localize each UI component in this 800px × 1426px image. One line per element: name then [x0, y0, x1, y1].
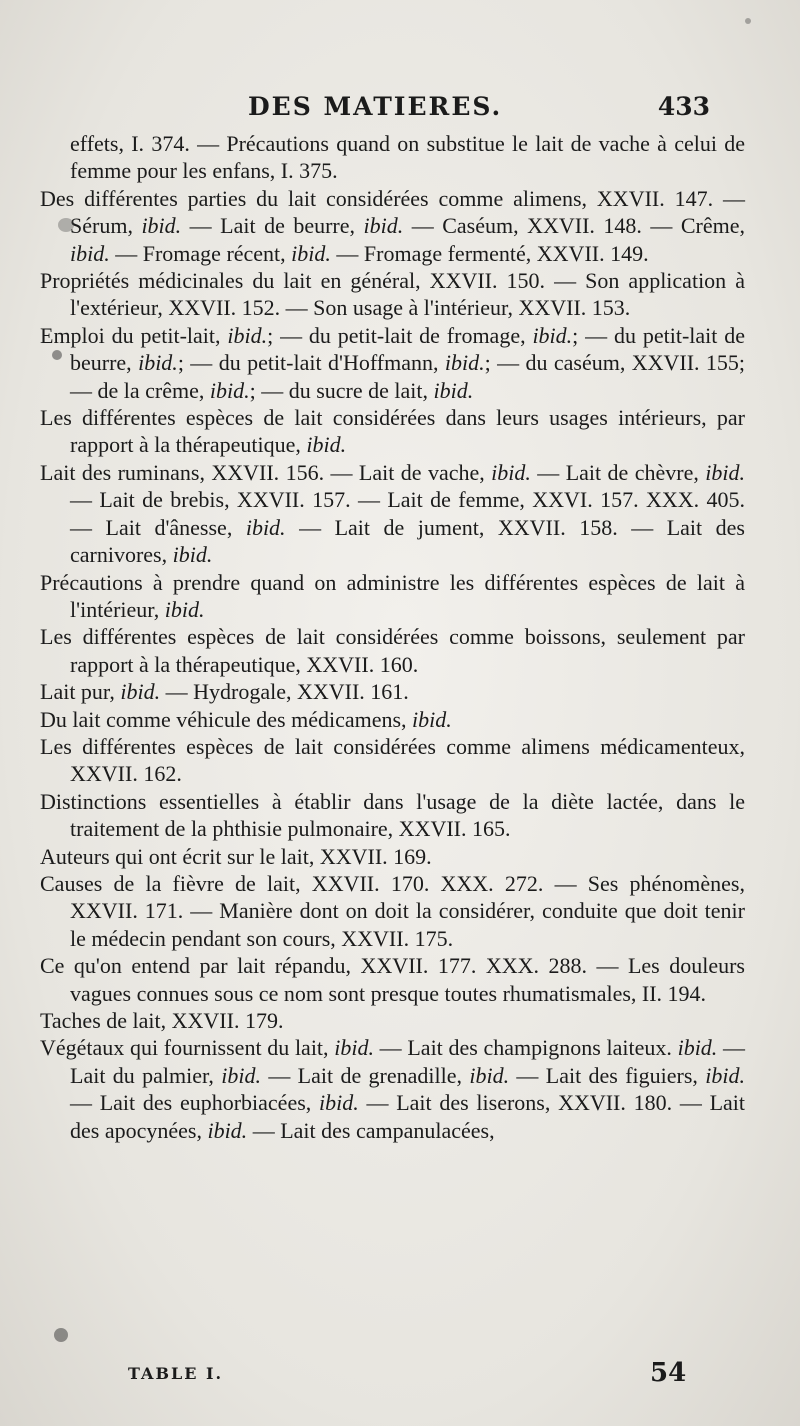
ibid-reference: ibid. — [444, 350, 485, 376]
ibid-reference: ibid. — [705, 459, 746, 485]
index-entry: Lait pur, ibid. — Hydrogale, XXVII. 161. — [40, 679, 409, 705]
index-entry: Ce qu'on entend par lait répandu, XXVII. 177. XXX. 288. — Les douleurs vagues connues sous ce nom sont presque toutes rhumatismales, II. 194. — [40, 953, 745, 1006]
page-footer — [0, 1358, 800, 1388]
page-header — [0, 92, 800, 126]
ibid-reference: ibid. — [469, 1062, 510, 1088]
index-entry: Causes de la fièvre de lait, XXVII. 170. XXX. 272. — Ses phénomènes, XXVII. 171. — Manière dont on doit la considérer, conduite que doit tenir le médecin pendant son cours, XXVII. 175. — [40, 870, 745, 951]
ibid-reference: ibid. — [70, 240, 110, 266]
index-entry: Taches de lait, XXVII. 179. — [40, 1008, 284, 1033]
index-entry: Emploi du petit-lait, ibid.; — du petit-lait de fromage, ibid.; — du petit-lait de beurre, ibid.; — du petit-lait d'Hoffmann, ibid.; — du caséum, XXVII. 155; — de la crême, ibid.; — du sucre de lait, ibid. — [40, 322, 746, 403]
ibid-reference: ibid. — [141, 213, 182, 239]
ibid-reference: ibid. — [138, 350, 178, 376]
index-entries — [40, 130, 745, 1144]
ibid-reference: ibid. — [433, 377, 474, 403]
ibid-reference: ibid. — [306, 432, 347, 458]
index-entry: Lait des ruminans, XXVII. 156. — Lait de vache, ibid. — Lait de chèvre, ibid. — Lait de brebis, XXVII. 157. — Lait de femme, XXVI. 157. XXX. 405. — Lait d'ânesse, ibid. — Lait de jument, XXVII. 158. — Lait des carnivores, ibid. — [40, 459, 746, 568]
index-entry: Du lait comme véhicule des médicamens, ibid. — [40, 706, 452, 732]
ibid-reference: ibid. — [221, 1062, 261, 1088]
ibid-reference: ibid. — [209, 377, 250, 403]
ibid-reference: ibid. — [164, 596, 205, 622]
ibid-reference: ibid. — [319, 1090, 359, 1116]
ibid-reference: ibid. — [245, 514, 286, 540]
ibid-reference: ibid. — [363, 213, 404, 239]
index-entry: Les différentes espèces de lait considérées comme alimens médicamenteux, XXVII. 162. — [40, 733, 745, 787]
ibid-reference: ibid. — [532, 322, 573, 348]
ink-spot — [52, 350, 62, 360]
ibid-reference: ibid. — [334, 1035, 374, 1061]
ibid-reference: ibid. — [120, 679, 161, 705]
ibid-reference: ibid. — [491, 459, 531, 485]
page-number: 433 — [657, 92, 710, 121]
index-entry: Végétaux qui fournissent du lait, ibid. — Lait des champignons laiteux. ibid. — Lait du palmier, ibid. — Lait de grenadille, ibid. — Lait des figuiers, ibid. — Lait des euphorbiacées, ibid. — Lait des liserons, XXVII. 180. — Lait des apocynées, ibid. — Lait des campanulacées, — [40, 1035, 746, 1143]
index-entry: Distinctions essentielles à établir dans l'usage de la diète lactée, dans le traitement de la phthisie pulmonaire, XXVII. 165. — [40, 788, 745, 842]
ibid-reference: ibid. — [207, 1117, 248, 1143]
ibid-reference: ibid. — [705, 1062, 745, 1088]
ink-spot — [58, 218, 74, 232]
index-entry: Précautions à prendre quand on administre les différentes espèces de lait à l'intérieur, ibid. — [40, 569, 745, 622]
index-entry: Auteurs qui ont écrit sur le lait, XXVII. 169. — [40, 843, 432, 869]
index-entry: Des différentes parties du lait considérées comme alimens, XXVII. 147. — Sérum, ibid. — Lait de beurre, ibid. — Caséum, XXVII. 148. — Crême, ibid. — Fromage récent, ibid. — Fromage fermenté, XXVII. 149. — [40, 185, 745, 266]
ibid-reference: ibid. — [172, 542, 213, 568]
ibid-reference: ibid. — [412, 706, 452, 732]
signature-mark: TABLE I. — [128, 1364, 224, 1383]
running-title: DES MATIERES. — [248, 92, 503, 121]
index-entry: Propriétés médicinales du lait en général, XXVII. 150. — Son application à l'extérieur, XXVII. 152. — Son usage à l'intérieur, XXVII. 153. — [40, 268, 745, 321]
sheet-number: 54 — [650, 1358, 687, 1388]
ibid-reference: ibid. — [677, 1035, 718, 1061]
ibid-reference: ibid. — [227, 322, 268, 348]
index-entry: Les différentes espèces de lait considérées comme boissons, seulement par rapport à la thérapeutique, XXVII. 160. — [40, 624, 745, 677]
ibid-reference: ibid. — [291, 240, 331, 266]
index-entry: Les différentes espèces de lait considérées dans leurs usages intérieurs, par rapport à la thérapeutique, ibid. — [40, 405, 745, 458]
index-entry: effets, I. 374. — Précautions quand on substitue le lait de vache à celui de femme pour les enfans, I. 375. — [70, 131, 745, 184]
ink-spot — [54, 1328, 68, 1342]
ink-spot — [745, 18, 751, 24]
